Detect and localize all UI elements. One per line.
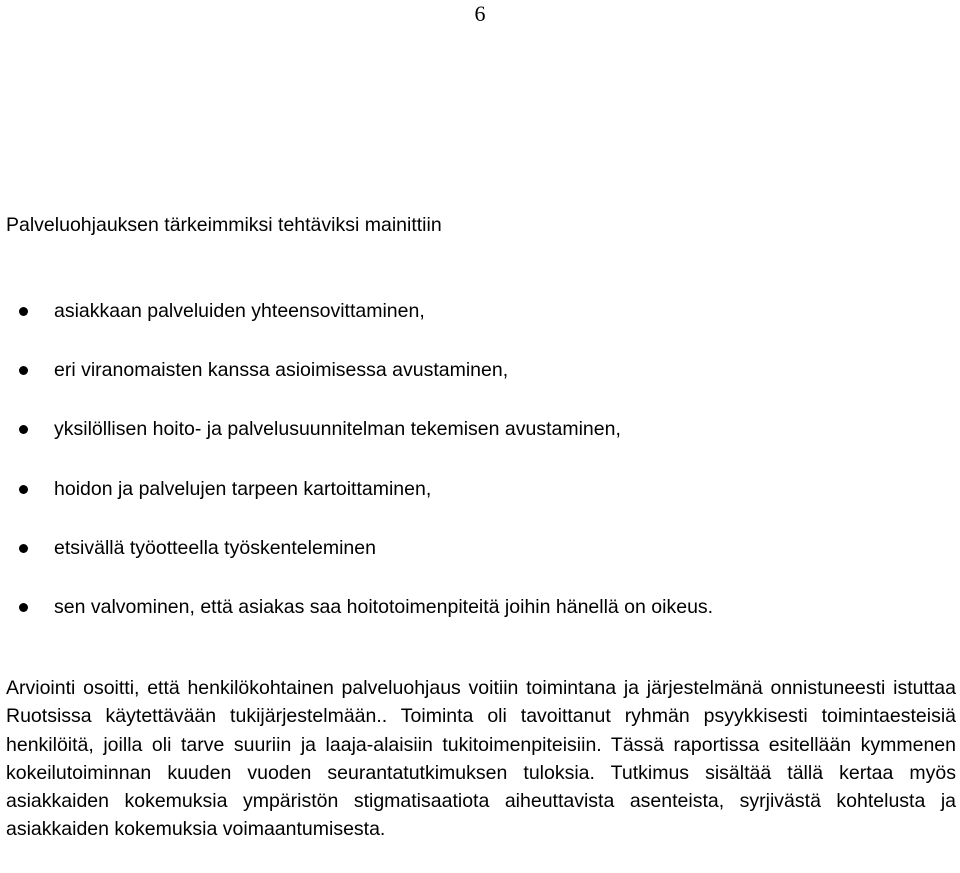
bullet-icon [19, 485, 28, 494]
bullet-icon [19, 425, 28, 434]
bullet-icon [19, 544, 28, 553]
list-item-text: etsivällä työotteella työskenteleminen [54, 536, 376, 559]
bullet-icon [19, 603, 28, 612]
list-item-text: asiakkaan palveluiden yhteensovittaminen, [54, 300, 425, 322]
intro-text: Palveluohjauksen tärkeimmiksi tehtäviksi mainittiin [6, 214, 442, 236]
bullet-icon [19, 366, 28, 375]
list-item-text: sen valvominen, että asiakas saa hoitotoimenpiteitä joihin hänellä on oikeus. [54, 595, 714, 618]
page-number: 6 [474, 1, 486, 26]
list-item-text: yksilöllisen hoito- ja palvelusuunnitelman tekemisen avustaminen, [54, 418, 621, 441]
body-paragraph: Arviointi osoitti, että henkilökohtainen palveluohjaus voitiin toimintana ja järjestelmänä onnistuneesti istuttaa Ruotsissa käytettävään tukijärjestelmään.. Toiminta oli tavoittanut ryhmän psyykkisesti toimintaesteisiä henkilöitä, joilla oli tarve suuriin ja laaja-alaisiin tukitoimenpiteisiin. Tässä raportissa esitellään kymmenen kokeilutoiminnan kuuden vuoden seurantatutkimuksen tuloksia. Tutkimus sisältää tällä kertaa myös asiakkaiden kokemuksia ympäristön stigmatisaatiota aiheuttavista asenteista, syrjivästä kohtelusta ja asiakkaiden kokemuksia voimaantumisesta. [6, 677, 956, 841]
list-item-text: hoidon ja palvelujen tarpeen kartoittaminen, [54, 477, 432, 500]
bullet-icon [19, 307, 28, 316]
list-item-text: eri viranomaisten kanssa asioimisessa avustaminen, [54, 359, 509, 382]
